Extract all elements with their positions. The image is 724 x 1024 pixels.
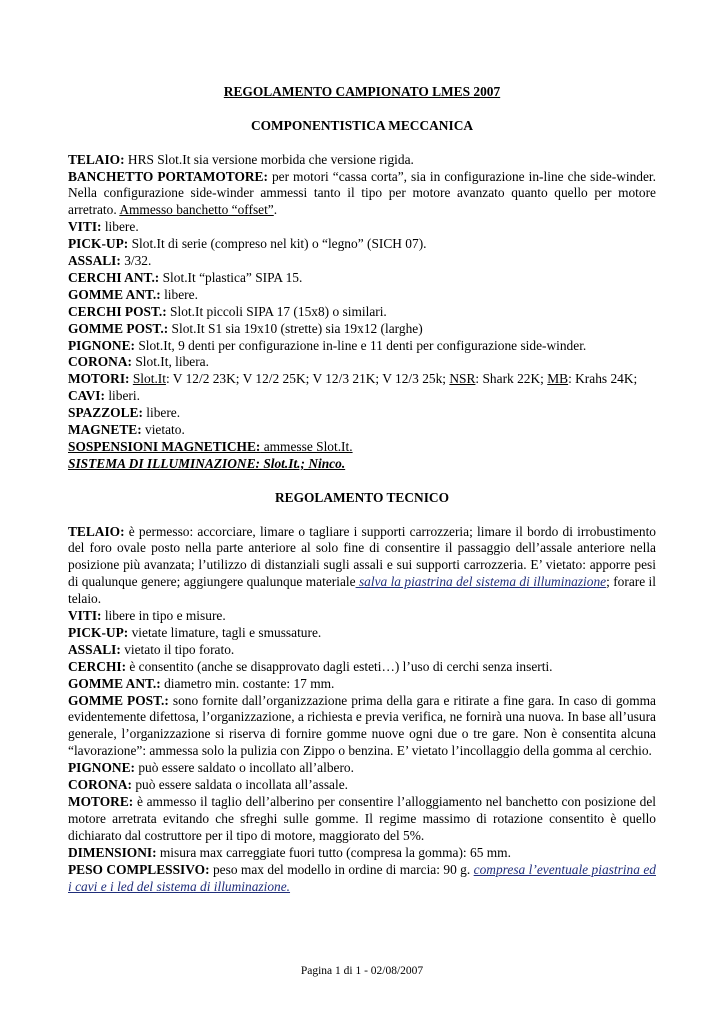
rule-item: PIGNONE: può essere saldato o incollato all’albero.: [68, 760, 354, 776]
page-footer: Pagina 1 di 1 - 02/08/2007: [300, 965, 424, 977]
rule-item: TELAIO: HRS Slot.It sia versione morbida che versione rigida.: [68, 151, 414, 167]
document-title: REGOLAMENTO CAMPIONATO LMES 2007: [223, 84, 501, 99]
tecnico-rules: [68, 608, 656, 862]
rule-item: ASSALI: 3/32.: [68, 253, 152, 269]
rule-item: PICK-UP: Slot.It di serie (compreso nel kit) o “legno” (SICH 07).: [68, 236, 427, 252]
rule-item: ASSALI: vietato il tipo forato.: [68, 641, 235, 657]
rule-item: DIMENSIONI: misura max carreggiate fuori tutto (compresa la gomma): 65 mm.: [68, 844, 511, 860]
rule-item: PICK-UP: vietate limature, tagli e smussature.: [68, 624, 322, 640]
rule-item: CORONA: può essere saldata o incollata all’assale.: [68, 777, 349, 793]
rule-item: CERCHI POST.: Slot.It piccoli SIPA 17 (15x8) o similari.: [68, 303, 387, 319]
rule-item: CERCHI: è consentito (anche se disapprovato dagli esteti…) l’uso di cerchi senza inserti.: [68, 658, 553, 674]
rule-item: SPAZZOLE: libere.: [68, 405, 181, 421]
rule-item: GOMME POST.: Slot.It S1 sia 19x10 (strette) sia 19x12 (larghe): [68, 320, 423, 336]
rule-item: GOMME POST.: sono fornite dall’organizzazione prima della gara e ritirate a fine gara. In caso di gomma evidentemente difettosa, l’organizzazione, a richiesta e previa verifica, ne fornirà una nuova. In base all’usura generale, l’organizzazione si riserva di fornire gomme nuove ogni due o tre gare. Non è consentita alcuna “lavorazione”: ammessa solo la pulizia con Zippo o benzina. E’ vietato l’incollaggio della gomma al cerchio.: [68, 692, 656, 759]
rule-item: VITI: libere in tipo e misure.: [68, 608, 226, 624]
rule-item: PIGNONE: Slot.It, 9 denti per configurazione in-line e 11 denti per configurazione side-winder.: [68, 337, 587, 353]
section-heading-regolamento-tecnico: REGOLAMENTO TECNICO: [275, 489, 449, 505]
rule-item: VITI: libere.: [68, 219, 139, 235]
componentistica-rules-after: [68, 388, 656, 439]
componentistica-rules: [68, 152, 656, 372]
rule-item: BANCHETTO PORTAMOTORE: per motori “cassa corta”, sia in configurazione in-line che side-winder. Nella configurazione side-winder ammessi tanto il tipo per motore avanzato quanto quello per motore arretrato. Ammesso banchetto “offset”.: [68, 168, 656, 218]
rule-sospensioni: SOSPENSIONI MAGNETICHE: ammesse Slot.It.: [68, 439, 353, 454]
document-page: [68, 84, 656, 895]
rule-telaio-tecnico: TELAIO: è permesso: accorciare, limare o tagliare i supporti carrozzeria; limare il bordo di irrobustimento del foro ovale posto nella parte anteriore al solo fine di consentire il passaggio dell’assale anteriore nella posizione più avanzata; l’utilizzo di distanziali sugli assali e sui supporti carrozzeria. E’ vietato: apporre pesi di qualunque genere; aggiungere qualunque materiale salva la piastrina del sistema di illuminazione; forare il telaio.: [68, 523, 656, 607]
rule-peso: PESO COMPLESSIVO: peso max del modello in ordine di marcia: 90 g. compresa l’eventuale piastrina ed i cavi e i led del sistema di illuminazione.: [68, 861, 656, 894]
rule-item: CORONA: Slot.It, libera.: [68, 354, 209, 370]
rule-motori: MOTORI: Slot.It: V 12/2 23K; V 12/2 25K; V 12/3 21K; V 12/3 25k; NSR: Shark 22K; MB: Krahs 24K;: [68, 371, 638, 387]
section-heading-componentistica: COMPONENTISTICA MECCANICA: [250, 117, 474, 133]
rule-item: MOTORE: è ammesso il taglio dell’alberino per consentire l’alloggiamento nel banchetto con posizione del motore arretrata evitando che sfreghi sulle gomme. Il regime massimo di rotazione consentito è quello dichiarato dal costruttore per il tipo di motore, maggiorato del 5%.: [68, 794, 656, 843]
rule-illuminazione: SISTEMA DI ILLUMINAZIONE: Slot.It.; Ninco.: [68, 455, 346, 471]
rule-item: CAVI: liberi.: [68, 388, 140, 404]
rule-item: GOMME ANT.: diametro min. costante: 17 mm.: [68, 675, 335, 691]
rule-item: CERCHI ANT.: Slot.It “plastica” SIPA 15.: [68, 269, 303, 285]
rule-item: MAGNETE: vietato.: [68, 422, 185, 438]
rule-item: GOMME ANT.: libere.: [68, 286, 198, 302]
